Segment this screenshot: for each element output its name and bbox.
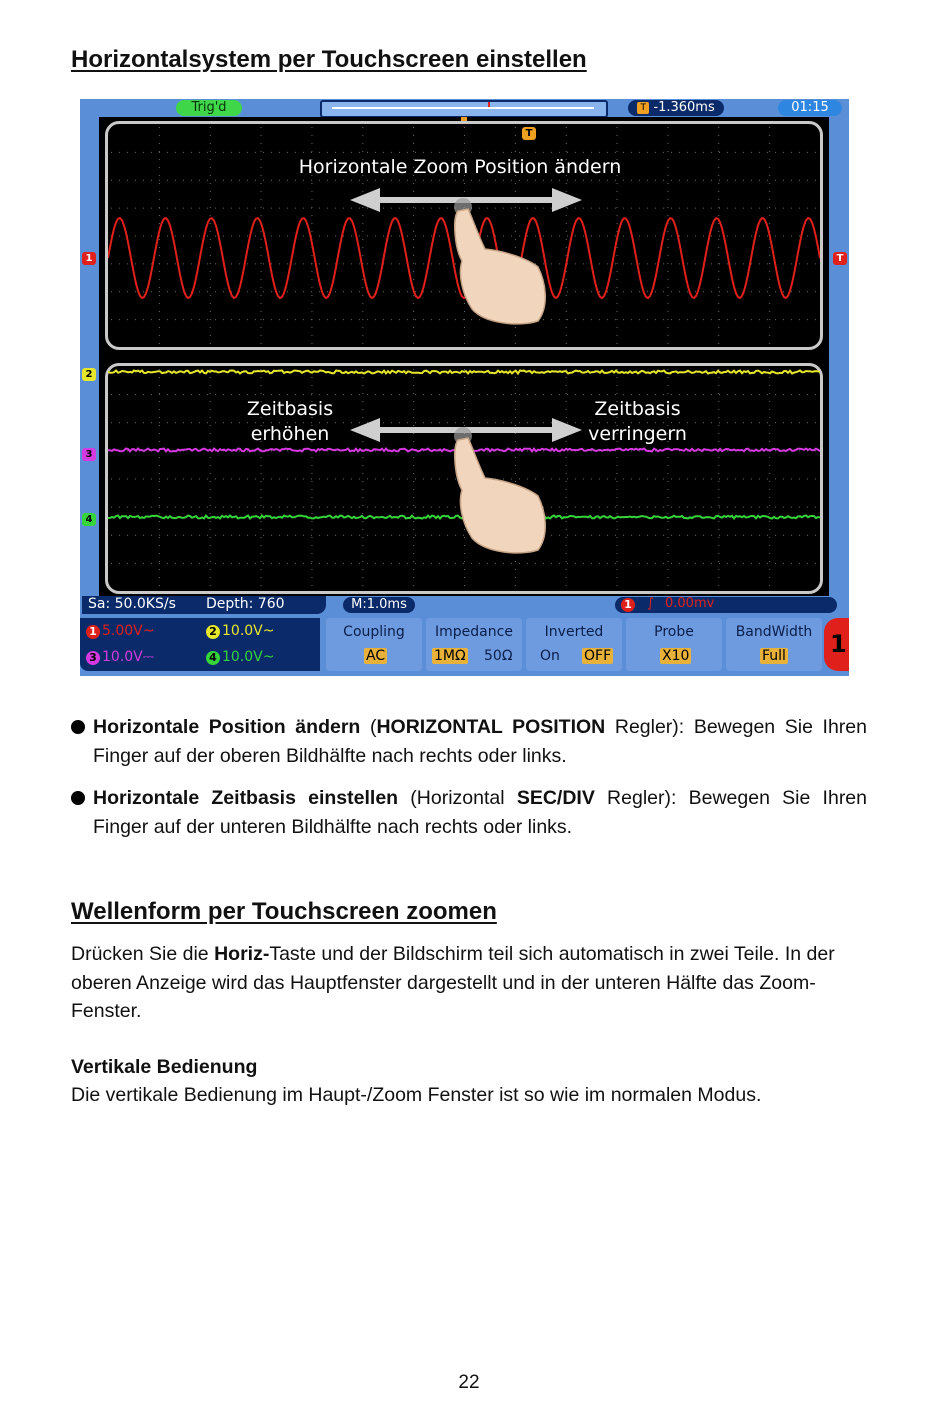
vertical-text: Die vertikale Bedienung im Haupt-/Zoom Fenster ist so wie im normalen Modus. bbox=[71, 1084, 762, 1106]
section-title-horizontal: Horizontalsystem per Touchscreen einstellen bbox=[71, 46, 587, 73]
ch3-marker[interactable]: 3 bbox=[82, 448, 96, 461]
ch3-scale[interactable] bbox=[86, 649, 154, 665]
bullet-horizontal-position bbox=[71, 713, 867, 770]
menu-coupling-value: AC bbox=[366, 648, 386, 664]
memory-depth: Depth: 760 bbox=[206, 596, 285, 612]
timebase-readout[interactable]: M:1.0ms bbox=[343, 597, 415, 613]
menu-coupling-title: Coupling bbox=[343, 624, 405, 640]
ch2-num-icon: 2 bbox=[206, 625, 220, 639]
menu-bandwidth-value: Full bbox=[762, 648, 786, 664]
bullet-1-text-2: Regler): Bewegen Sie Ihren Finger auf der oberen Bildhälfte nach rechts oder links. bbox=[93, 716, 867, 767]
trig-status-badge: Trig'd bbox=[176, 100, 242, 116]
bullet-dot bbox=[71, 720, 85, 734]
menu-inverted-option-2: OFF bbox=[584, 648, 612, 664]
sample-rate: Sa: 50.0KS/s bbox=[88, 596, 176, 612]
annotation-zoom-position: Horizontale Zoom Position ändern bbox=[298, 156, 622, 178]
ch1-marker[interactable]: 1 bbox=[82, 252, 96, 265]
zoom-paragraph bbox=[71, 940, 871, 1026]
clock: 01:15 bbox=[778, 100, 842, 116]
trigger-info[interactable] bbox=[615, 597, 837, 613]
bullet-1-bold-1: Horizontale Position ändern bbox=[93, 716, 361, 738]
ch4-scale-value: 10.0V bbox=[222, 649, 263, 665]
zoom-paragraph-bold: Horiz- bbox=[214, 943, 270, 965]
trigger-t-icon: T bbox=[637, 102, 649, 114]
dc-coupling-icon: ⎓ bbox=[142, 649, 154, 665]
menu-bandwidth[interactable] bbox=[726, 618, 822, 671]
menu-impedance-option-1: 1MΩ bbox=[434, 648, 466, 664]
page-number: 22 bbox=[458, 1372, 480, 1393]
ch4-marker[interactable]: 4 bbox=[82, 513, 96, 526]
menu-probe-value: X10 bbox=[662, 648, 690, 664]
hand-pointer-icon-top bbox=[454, 198, 545, 324]
trigger-source-icon: 1 bbox=[621, 598, 635, 612]
trigger-level-marker[interactable]: T bbox=[833, 252, 847, 265]
menu-coupling[interactable] bbox=[326, 618, 422, 671]
bullet-1-bold-2: HORIZONTAL POSITION bbox=[376, 716, 606, 738]
annotation-right-line1: Zeitbasis bbox=[594, 398, 681, 420]
oscilloscope-screenshot bbox=[80, 99, 849, 676]
bullet-1-text-1: ( bbox=[360, 716, 377, 738]
bullet-2-bold-1: Horizontale Zeitbasis einstellen bbox=[93, 787, 399, 809]
bullet-horizontal-timebase bbox=[71, 784, 867, 841]
ch1-scale-value: 5.00V bbox=[102, 623, 143, 639]
ch1-scale[interactable] bbox=[86, 623, 154, 639]
ch2-scale[interactable] bbox=[206, 623, 274, 639]
annotation-right-line2: verringern bbox=[588, 423, 687, 445]
menu-impedance[interactable] bbox=[426, 618, 522, 671]
ch2-marker[interactable]: 2 bbox=[82, 368, 96, 381]
menu-bandwidth-title: BandWidth bbox=[735, 624, 813, 640]
channel-scales bbox=[80, 618, 320, 671]
bullet-2-text-1: (Horizontal bbox=[398, 787, 517, 809]
rising-edge-icon: ∫ bbox=[647, 596, 654, 611]
menu-impedance-title: Impedance bbox=[435, 624, 513, 640]
ch4-scale[interactable] bbox=[206, 649, 274, 665]
trigger-position-marker[interactable]: T bbox=[522, 127, 536, 140]
trigger-level: 0.00mv bbox=[665, 596, 715, 611]
ch1-num-icon: 1 bbox=[86, 625, 100, 639]
bullet-dot bbox=[71, 791, 85, 805]
menu-inverted-option-1: On bbox=[540, 648, 560, 664]
annotation-left-line2: erhöhen bbox=[250, 423, 330, 445]
menu-inverted-title: Inverted bbox=[544, 624, 604, 640]
vertical-heading: Vertikale Bedienung bbox=[71, 1056, 258, 1078]
gesture-overlay bbox=[80, 99, 849, 599]
menu-probe-title: Probe bbox=[654, 624, 694, 640]
bullet-2-text-2: Regler): Bewegen Sie Ihren Finger auf der unteren Bildhälfte nach rechts oder links. bbox=[93, 787, 867, 838]
bullet-2-bold-2: SEC/DIV bbox=[516, 787, 595, 809]
ch2-scale-value: 10.0V bbox=[222, 623, 263, 639]
menu-probe[interactable] bbox=[626, 618, 722, 671]
section-title-zoom: Wellenform per Touchscreen zoomen bbox=[71, 898, 497, 925]
ch3-scale-value: 10.0V bbox=[102, 649, 143, 665]
ch3-num-icon: 3 bbox=[86, 651, 100, 665]
ac-coupling-icon: ~ bbox=[142, 623, 155, 639]
zoom-paragraph-pre: Drücken Sie die bbox=[71, 943, 215, 965]
bottom-bar bbox=[80, 596, 849, 676]
menu-impedance-option-2: 50Ω bbox=[484, 648, 513, 664]
menu-channel-tab[interactable]: 1 bbox=[824, 618, 849, 671]
menu-inverted[interactable] bbox=[526, 618, 622, 671]
zoom-paragraph-post: Taste und der Bildschirm teil sich automatisch in zwei Teile. In der oberen Anzeige wird das Hauptfenster dargestellt und in der unteren Hälfte das Zoom-Fenster. bbox=[71, 943, 835, 1022]
ac-coupling-icon: ~ bbox=[262, 623, 275, 639]
hand-pointer-icon-bottom bbox=[454, 427, 545, 553]
annotation-left-line1: Zeitbasis bbox=[246, 398, 334, 420]
acquisition-info bbox=[82, 596, 326, 614]
ch4-num-icon: 4 bbox=[206, 651, 220, 665]
trigger-time-value: -1.360ms bbox=[653, 100, 715, 115]
ac-coupling-icon: ~ bbox=[262, 649, 275, 665]
